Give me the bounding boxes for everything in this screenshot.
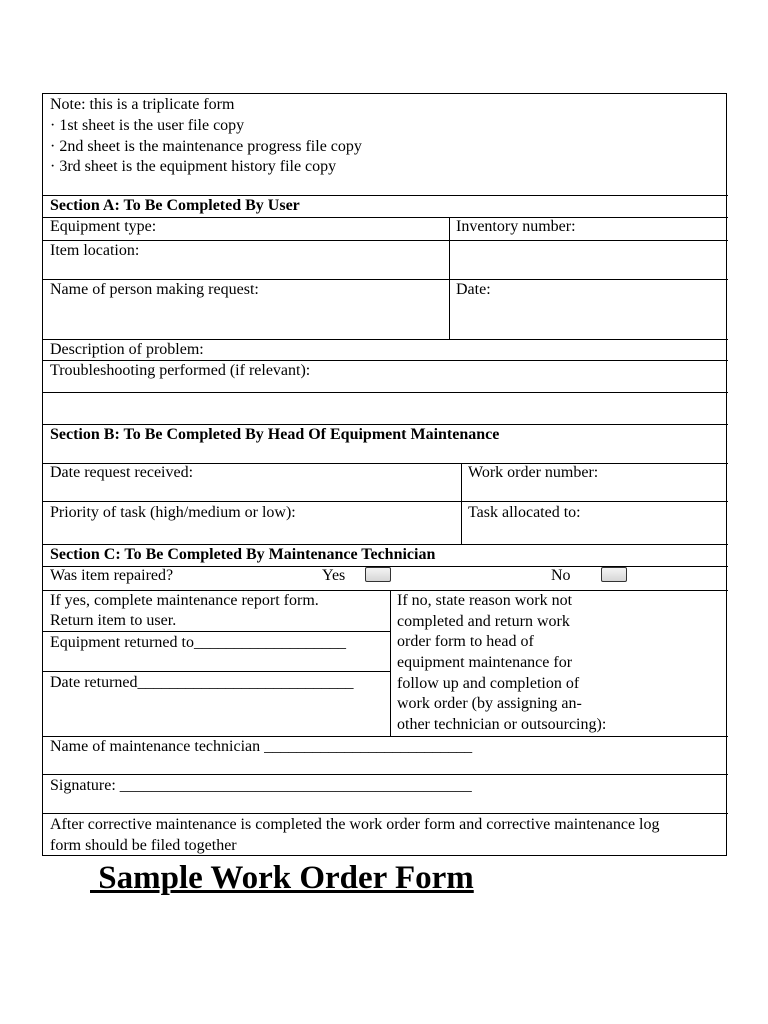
was-repaired-label: Was item repaired?: [50, 567, 174, 584]
if-no-instruction: other technician or outsourcing):: [397, 716, 607, 733]
divider: [43, 240, 728, 241]
no-checkbox[interactable]: [601, 567, 627, 582]
note-line: · 2nd sheet is the maintenance progress file copy: [50, 138, 362, 155]
yes-checkbox[interactable]: [365, 567, 391, 582]
if-no-instruction: follow up and completion of: [397, 675, 580, 692]
yes-label: Yes: [322, 567, 346, 584]
no-label: No: [551, 567, 571, 584]
item-location-field[interactable]: Item location:: [50, 242, 140, 259]
note-line: · 3rd sheet is the equipment history file copy: [50, 158, 337, 175]
if-no-instruction: completed and return work: [397, 613, 570, 630]
divider: [43, 774, 728, 775]
page-title: Sample Work Order Form: [90, 860, 474, 896]
footer-note: After corrective maintenance is completed the work order form and corrective maintenance log: [50, 816, 660, 833]
if-no-instruction: order form to head of: [397, 633, 534, 650]
task-allocated-field[interactable]: Task allocated to:: [468, 504, 581, 521]
date-returned-field[interactable]: Date returned___________________________: [50, 674, 354, 691]
section-a-heading: Section A: To Be Completed By User: [50, 197, 300, 214]
section-b-heading: Section B: To Be Completed By Head Of Equipment Maintenance: [50, 426, 500, 443]
if-no-instruction: If no, state reason work not: [397, 592, 573, 609]
column-divider: [449, 217, 450, 339]
if-no-instruction: equipment maintenance for: [397, 654, 573, 671]
column-divider: [390, 590, 391, 736]
work-order-number-field[interactable]: Work order number:: [468, 464, 599, 481]
note-line: Note: this is a triplicate form: [50, 96, 235, 113]
footer-note: form should be filed together: [50, 837, 237, 854]
note-line: · 1st sheet is the user file copy: [50, 117, 245, 134]
requester-name-field[interactable]: Name of person making request:: [50, 281, 259, 298]
section-c-heading: Section C: To Be Completed By Maintenance Technician: [50, 546, 436, 563]
problem-description-field[interactable]: Description of problem:: [50, 341, 204, 358]
priority-field[interactable]: Priority of task (high/medium or low):: [50, 504, 296, 521]
if-no-instruction: work order (by assigning an-: [397, 695, 582, 712]
date-field[interactable]: Date:: [456, 281, 491, 298]
inventory-number-field[interactable]: Inventory number:: [456, 218, 576, 235]
returned-to-field[interactable]: Equipment returned to___________________: [50, 634, 346, 651]
technician-name-field[interactable]: Name of maintenance technician __________________________: [50, 738, 473, 755]
if-yes-instruction: Return item to user.: [50, 612, 177, 629]
divider: [43, 813, 728, 814]
column-divider: [461, 463, 462, 544]
divider: [43, 392, 728, 393]
troubleshooting-field[interactable]: Troubleshooting performed (if relevant):: [50, 362, 311, 379]
divider: [43, 501, 728, 502]
equipment-type-field[interactable]: Equipment type:: [50, 218, 157, 235]
if-yes-instruction: If yes, complete maintenance report form.: [50, 592, 319, 609]
divider: [43, 671, 390, 672]
signature-field[interactable]: Signature: ____________________________________________: [50, 777, 472, 794]
divider: [43, 631, 390, 632]
date-received-field[interactable]: Date request received:: [50, 464, 194, 481]
